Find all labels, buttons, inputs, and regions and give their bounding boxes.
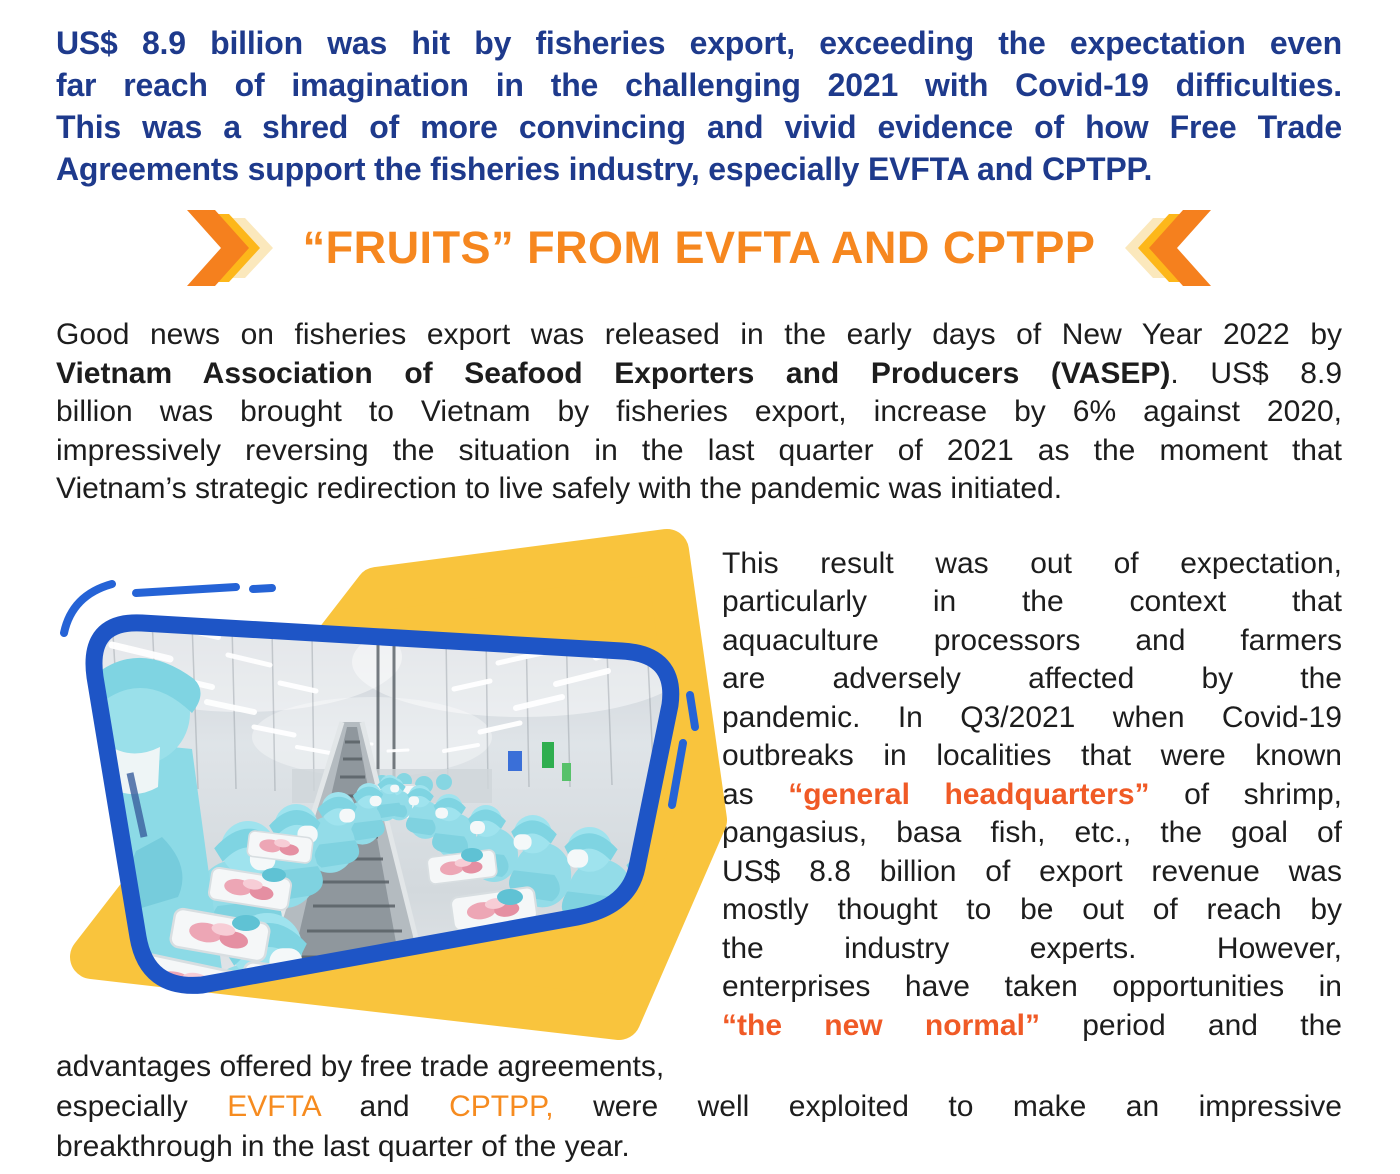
text-line: US$ 8.9 billion was hit by fisheries export, exceeding the expectation even [56,25,1342,61]
text-line: This was a shred of more convincing and vivid evidence of how Free Trade [56,109,1342,145]
text-line: aquaculture processors and farmers [722,623,1342,657]
text-line: the industry experts. However, [722,931,1342,965]
text-line: are adversely affected by the [722,662,1342,695]
lead-paragraph [56,316,1342,509]
text-line: “the new normal” period and the [722,1008,1342,1042]
text-line: mostly thought to be out of reach by [722,893,1342,926]
text-line: advantages offered by free trade agreements, [56,1050,665,1083]
text-line: Agreements support the fisheries industry, especially EVFTA and CPTPP. [56,151,1153,187]
photo-figure [42,537,718,1037]
intro-paragraph [56,22,1342,190]
text-line: Vietnam’s strategic redirection to live safely with the pandemic was initiated. [56,472,1063,505]
double-chevron-right-icon [185,210,277,286]
text-line: billion was brought to Vietnam by fisheries export, increase by 6% against 2020, [56,395,1342,428]
text-line: as “general headquarters” of shrimp, [722,777,1342,811]
double-chevron-left-icon [1121,210,1213,286]
text-line: breakthrough in the last quarter of the year. [56,1130,630,1163]
text-line: far reach of imagination in the challenging 2021 with Covid-19 difficulties. [56,67,1342,103]
content-row [56,537,1342,1046]
text-line: particularly in the context that [722,585,1342,618]
section-title: “FRUITS” FROM EVFTA AND CPTPP [302,222,1096,273]
right-column-paragraph [718,537,1342,1046]
text-line: Good news on fisheries export was released in the early days of New Year 2022 by [56,318,1342,351]
text-line: outbreaks in localities that were known [722,739,1342,772]
text-line: impressively reversing the situation in the last quarter of 2021 as the moment that [56,433,1342,467]
seafood-factory-photo [42,537,718,1064]
text-line: This result was out of expectation, [722,546,1342,580]
text-line: enterprises have taken opportunities in [722,970,1342,1003]
text-line: pangasius, basa fish, etc., the goal of [722,816,1342,849]
text-line: Vietnam Association of Seafood Exporters and Producers (VASEP). US$ 8.9 [56,356,1343,390]
section-heading-row [56,204,1342,292]
closing-paragraph [56,1047,1342,1167]
text-line: US$ 8.8 billion of export revenue was [722,854,1342,888]
text-line: especially EVFTA and CPTPP, were well exploited to make an impressive [56,1090,1342,1123]
text-line: pandemic. In Q3/2021 when Covid-19 [722,700,1342,734]
